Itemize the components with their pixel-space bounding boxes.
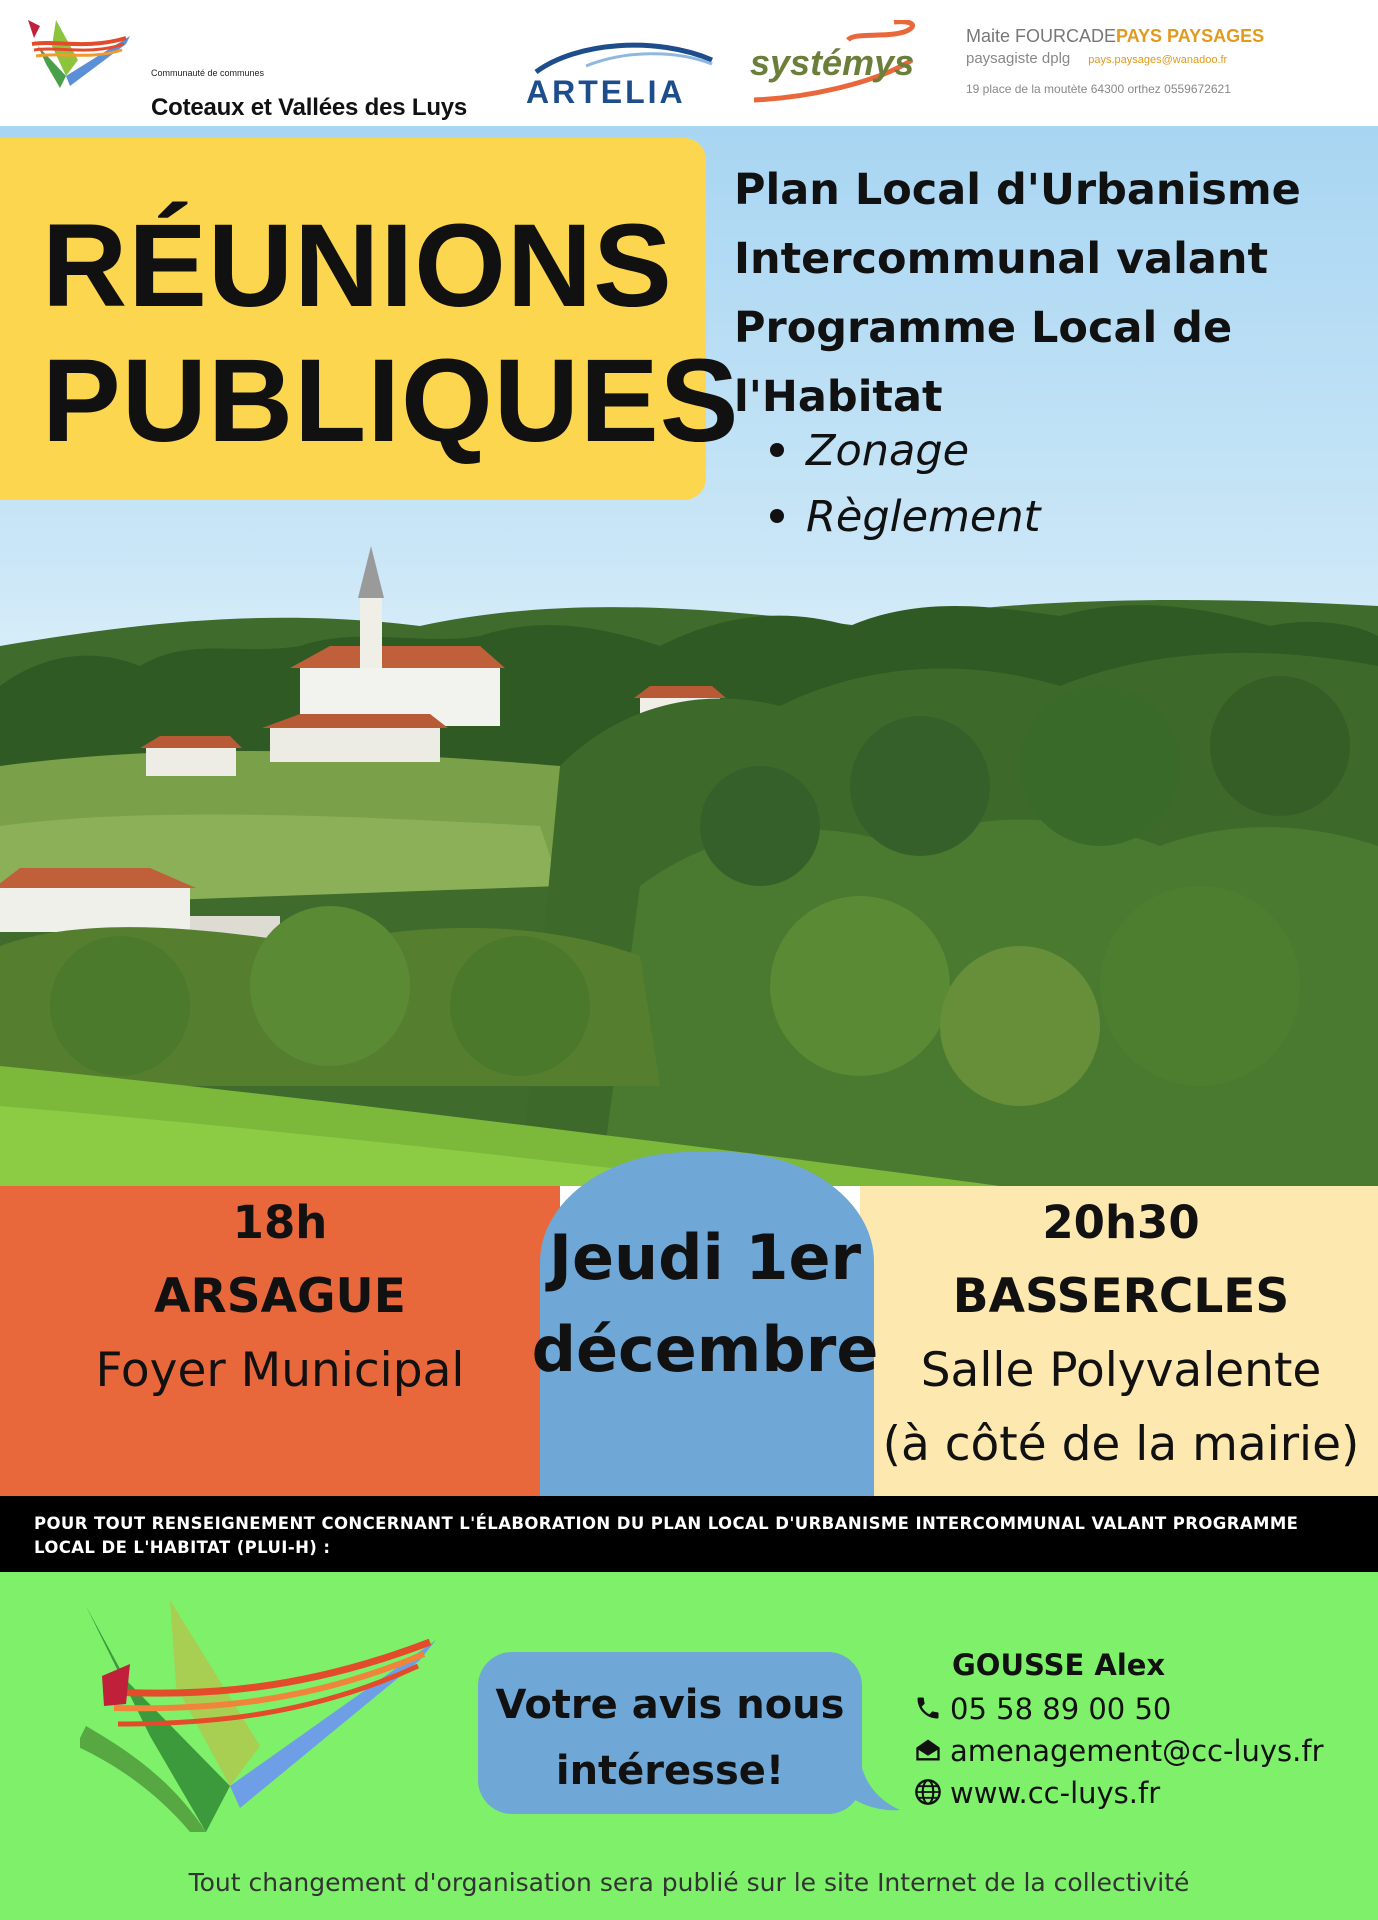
event-town: BASSERCLES [952, 1269, 1290, 1324]
topic-label: Règlement [806, 492, 1041, 542]
info-line-1: POUR TOUT RENSEIGNEMENT CONCERNANT L'ÉLABORATION DU PLAN LOCAL D'URBANISME INTERCOMMUNAL VALANT PROGRAMME [34, 1514, 1299, 1533]
contact-website-row[interactable] [914, 1776, 1160, 1810]
footer-section [0, 1572, 1378, 1920]
topic-list [770, 426, 1040, 558]
hero-section [0, 126, 1378, 1186]
cc-name: Coteaux et Vallées des Luys [151, 94, 468, 121]
event-town: ARSAGUE [154, 1269, 406, 1324]
contact-email-row[interactable] [914, 1734, 1324, 1768]
title-box [0, 138, 740, 500]
footer-note: Tout changement d'organisation sera publié sur le site Internet de la collectivité [188, 1868, 1190, 1897]
contact-name: GOUSSE Alex [952, 1648, 1166, 1682]
fourcade-address: 19 place de la moutète 64300 orthez 0559672621 [966, 82, 1231, 96]
plan-heading [734, 156, 1354, 432]
globe-icon [914, 1778, 942, 1806]
title-line-1: RÉUNIONS [42, 200, 673, 332]
topic-label: Zonage [806, 426, 970, 476]
info-line-2: LOCAL DE L'HABITAT (PLUI-H) : [34, 1538, 331, 1557]
plan-line: Plan Local d'Urbanisme [734, 165, 1301, 215]
systemys-name: systémys [750, 42, 915, 83]
fourcade-logo [966, 24, 1366, 114]
fourcade-brand: PAYS PAYSAGES [1116, 26, 1265, 46]
systemys-logo [744, 20, 924, 110]
artelia-logo [526, 36, 726, 108]
bullet-dot-icon [770, 443, 784, 457]
event-arsague [40, 1186, 520, 1408]
title-line-2: PUBLIQUES [42, 335, 740, 467]
cc-luys-large-emblem-icon [80, 1596, 440, 1836]
info-text [34, 1512, 1354, 1560]
artelia-name: ARTELIA [526, 74, 686, 110]
fourcade-subtitle-line [966, 50, 1227, 67]
fourcade-email: pays.paysages@wanadoo.fr [1088, 54, 1228, 66]
fourcade-role: paysagiste dplg [966, 50, 1071, 67]
event-time: 18h [232, 1196, 328, 1249]
envelope-icon [914, 1736, 942, 1764]
fourcade-title-line [966, 26, 1264, 47]
plan-line: Programme Local de [734, 303, 1233, 353]
event-venue: Foyer Municipal [95, 1343, 465, 1398]
plan-line: l'Habitat [734, 372, 943, 422]
fourcade-name: Maite FOURCADE [966, 26, 1117, 46]
phone-icon [914, 1694, 942, 1722]
feedback-line-2: intéresse! [555, 1748, 785, 1794]
event-date [530, 1212, 880, 1396]
bullet-dot-icon [770, 509, 784, 523]
plan-line: Intercommunal valant [734, 234, 1269, 284]
artelia-arc-icon [526, 36, 716, 76]
info-strip [0, 1496, 1378, 1572]
event-bassercles [864, 1186, 1378, 1482]
event-band [0, 1186, 1378, 1496]
event-date-line-2: décembre [531, 1313, 879, 1386]
event-venue-note: (à côté de la mairie) [882, 1417, 1360, 1472]
cc-luys-emblem-icon [26, 16, 136, 96]
event-time: 20h30 [1042, 1196, 1200, 1249]
contact-phone-row[interactable] [914, 1692, 1171, 1726]
topic-item [770, 426, 1040, 492]
logo-header [0, 0, 1378, 126]
event-date-line-1: Jeudi 1er [548, 1221, 862, 1294]
cc-luys-logo [26, 16, 506, 121]
feedback-text [478, 1672, 862, 1804]
contact-email[interactable]: amenagement@cc-luys.fr [950, 1734, 1324, 1768]
contact-website[interactable]: www.cc-luys.fr [950, 1776, 1161, 1810]
feedback-line-1: Votre avis nous [495, 1682, 845, 1728]
topic-item [770, 492, 1040, 558]
contact-phone[interactable]: 05 58 89 00 50 [950, 1692, 1172, 1726]
event-venue: Salle Polyvalente [920, 1343, 1322, 1398]
cc-small-label: Communauté de communes [151, 68, 265, 78]
